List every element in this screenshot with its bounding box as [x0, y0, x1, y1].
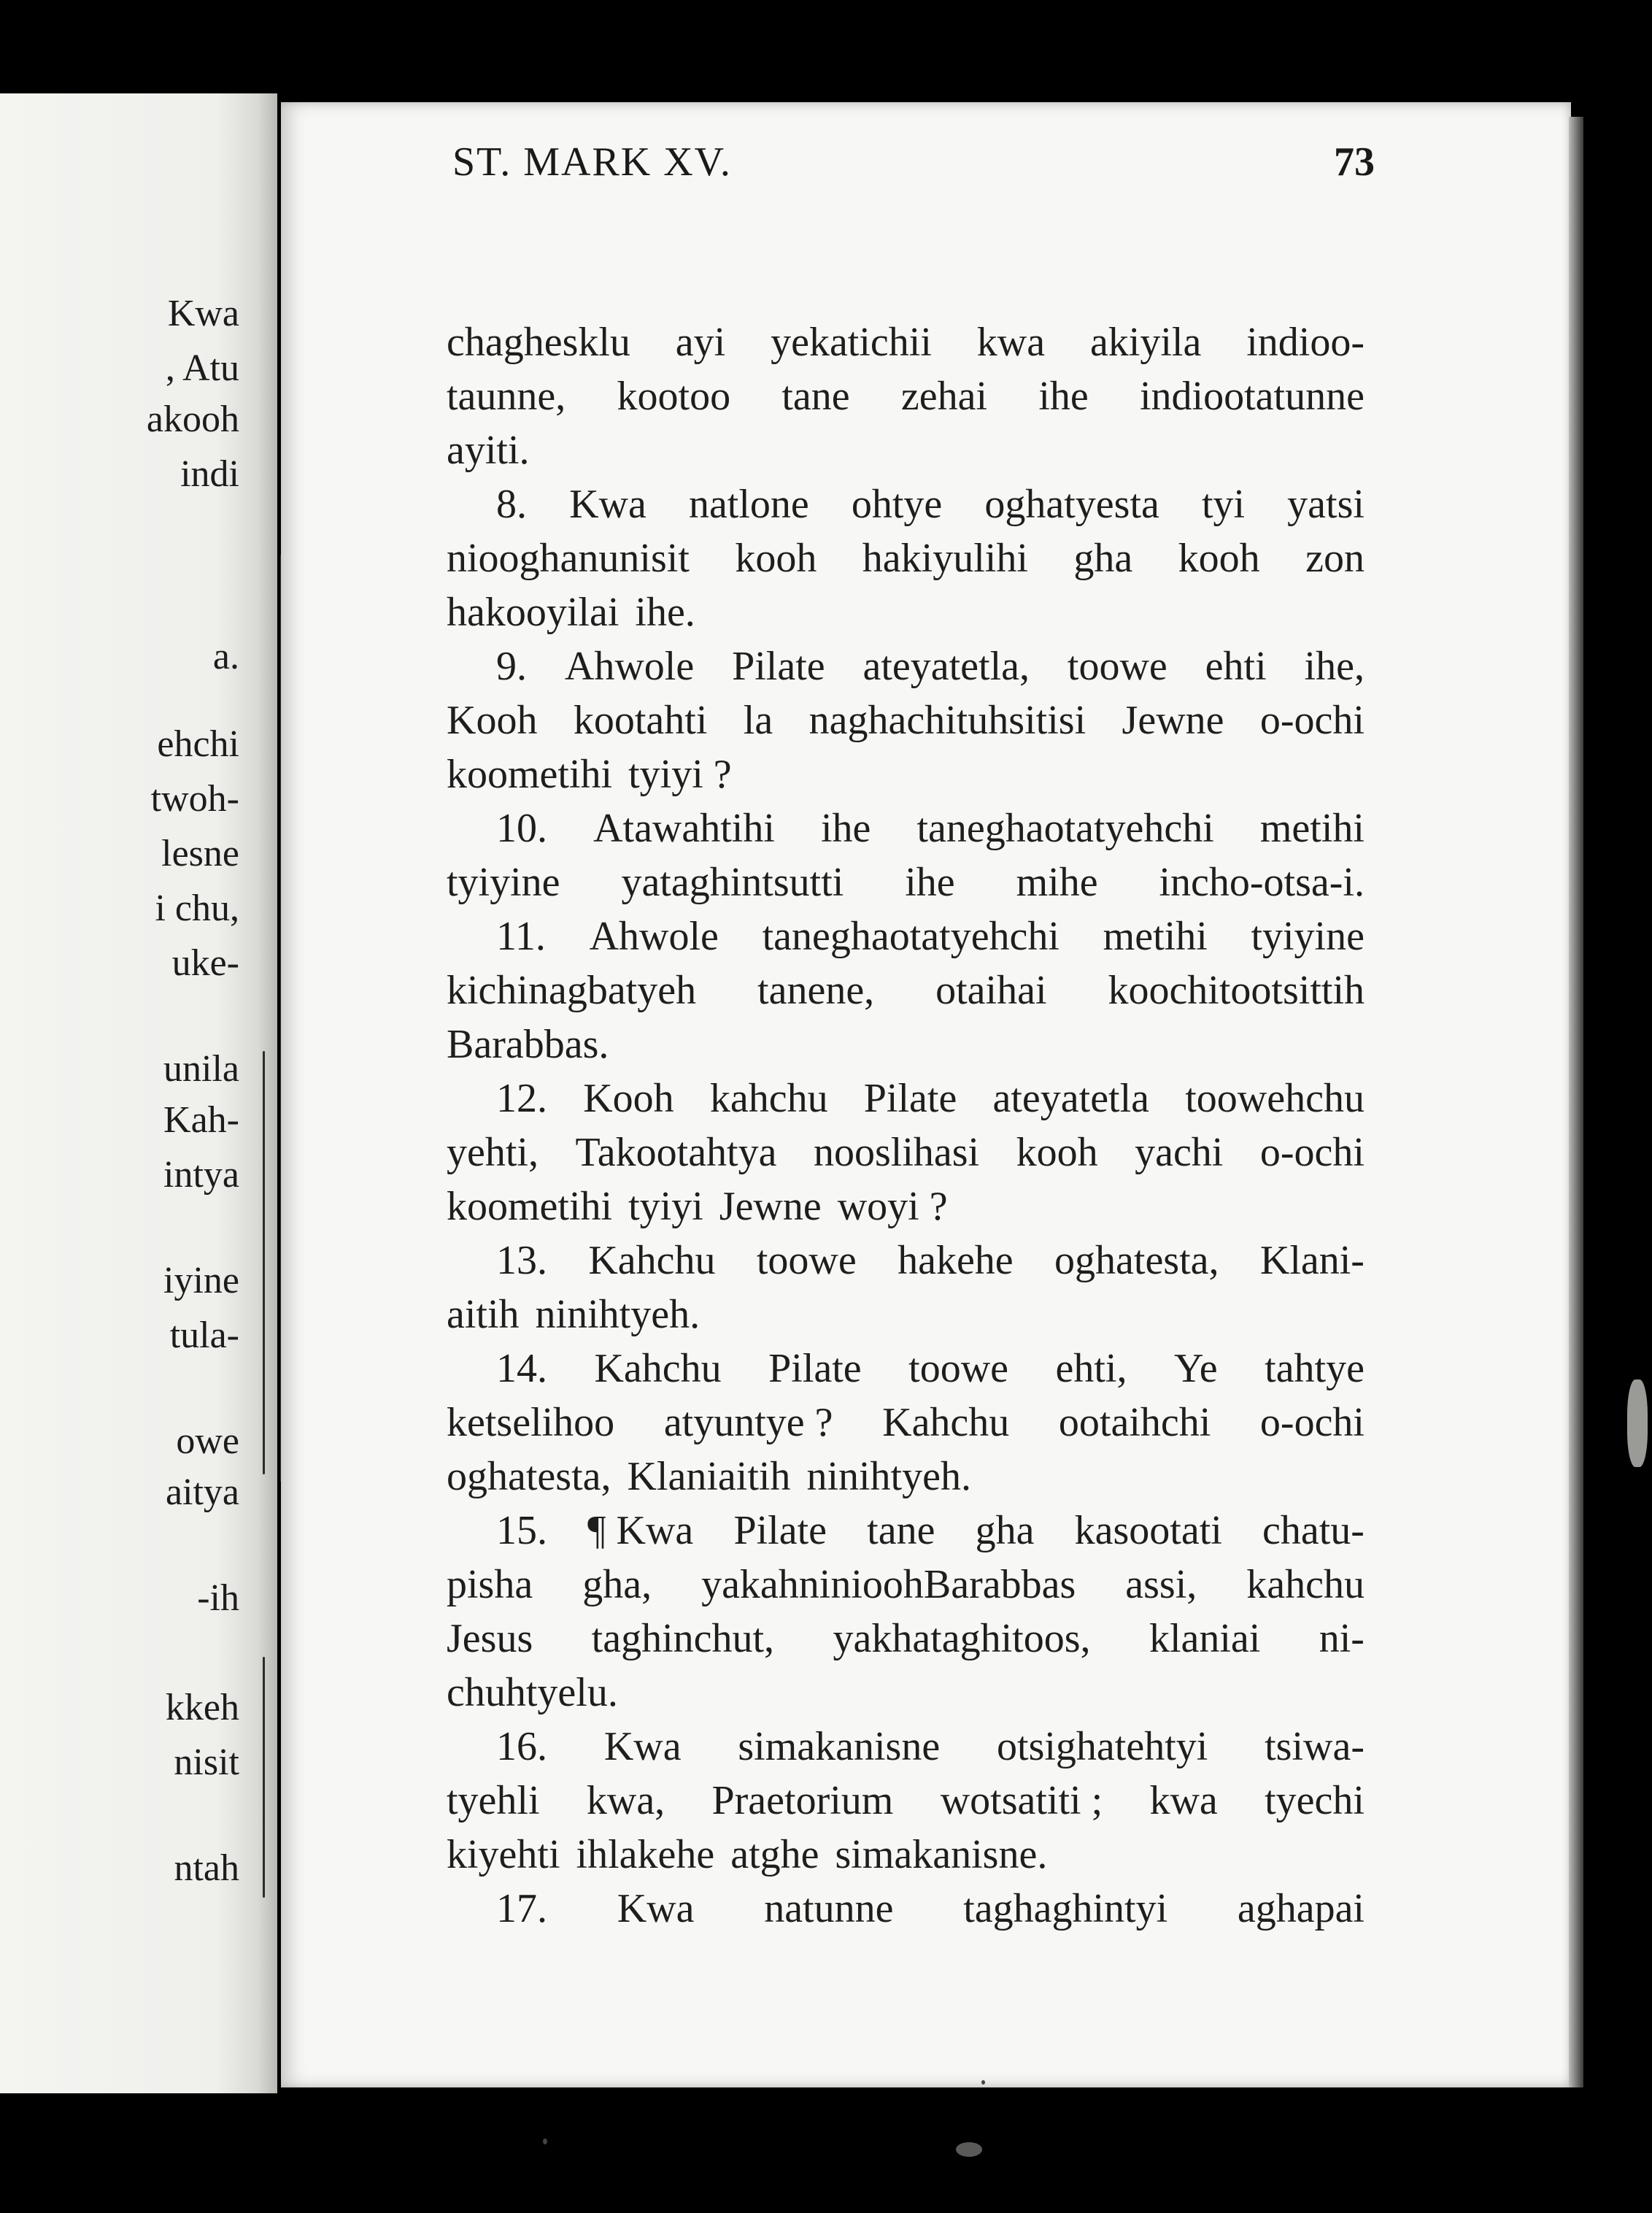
word: kootoo: [617, 374, 731, 419]
word: metihi: [1259, 806, 1365, 851]
word: kasootati: [1074, 1508, 1222, 1553]
word: tane: [781, 374, 850, 419]
word: Ahwole: [564, 644, 695, 689]
previous-page-line: ntah: [174, 1847, 239, 1889]
text-line: [447, 1558, 1365, 1612]
word: ihe.: [635, 590, 695, 635]
previous-page-line: tula-: [169, 1315, 239, 1356]
word: Pilate: [733, 1508, 827, 1553]
scan-speck: [1627, 1379, 1648, 1467]
word: Kwa: [617, 1886, 695, 1931]
text-line: [447, 1288, 1365, 1342]
word: incho-otsa-i.: [1159, 860, 1365, 905]
word: ketselihoo: [447, 1400, 615, 1445]
previous-page-line: akooh: [146, 399, 239, 440]
text-line: [447, 1882, 1365, 1936]
previous-page-line: i chu,: [155, 888, 239, 929]
word: koometihi: [447, 752, 613, 797]
word: tyiyi: [628, 1184, 703, 1229]
word: indioo-: [1246, 320, 1365, 365]
word: ihlakehe: [576, 1832, 715, 1877]
text-line: [447, 855, 1365, 909]
previous-page-line: owe: [176, 1420, 239, 1462]
word: tane: [867, 1508, 935, 1553]
word: ni-: [1319, 1616, 1365, 1661]
word: kootahti: [573, 698, 708, 743]
word: natunne: [764, 1886, 894, 1931]
text-line: [447, 639, 1365, 693]
word: Praetorium: [711, 1778, 894, 1823]
word: chatu-: [1262, 1508, 1365, 1553]
word: Kooh: [583, 1076, 674, 1121]
word: ninihtyeh.: [806, 1454, 971, 1499]
text-line: [447, 1504, 1365, 1558]
word: tyi: [1201, 482, 1246, 527]
word: o-ochi: [1259, 1130, 1365, 1175]
text-line: [447, 531, 1365, 585]
word: Pilate: [732, 644, 825, 689]
text-line: [447, 963, 1365, 1017]
word: hakehe: [898, 1238, 1014, 1283]
word: hakooyilai: [447, 590, 620, 635]
word: toowehchu: [1185, 1076, 1365, 1121]
word: 17.: [496, 1886, 547, 1931]
word: ehti,: [1055, 1346, 1127, 1391]
word: yakahninioohBarabbas: [701, 1562, 1076, 1607]
word: ohtye: [851, 482, 943, 527]
previous-page-line: -ih: [197, 1577, 239, 1619]
word: Kahchu: [588, 1238, 716, 1283]
scan-speck: [543, 2139, 547, 2144]
word: 16.: [496, 1724, 547, 1769]
word: toowe: [756, 1238, 857, 1283]
previous-page-line: kkeh: [165, 1687, 239, 1728]
word: chaghesklu: [447, 320, 630, 365]
word: indiootatunne: [1140, 374, 1365, 419]
word: yakhataghitoos,: [833, 1616, 1091, 1661]
word: ehti: [1205, 644, 1267, 689]
text-line: [447, 1342, 1365, 1396]
word: ateyatetla: [992, 1076, 1150, 1121]
word: otsighatehtyi: [997, 1724, 1208, 1769]
word: ateyatetla,: [862, 644, 1030, 689]
previous-page-line: lesne: [161, 833, 239, 874]
word: tyiyine: [447, 860, 560, 905]
text-line: [447, 369, 1365, 423]
previous-page-line: aitya: [165, 1471, 239, 1513]
word: oghatesta,: [1054, 1238, 1219, 1283]
text-line: [447, 1179, 1365, 1233]
previous-page-line: unila: [163, 1048, 239, 1090]
page-number: 73: [1334, 139, 1375, 185]
word: taneghaotatyehchi: [762, 914, 1059, 959]
word: wotsatiti ;: [940, 1778, 1103, 1823]
word: Pilate: [863, 1076, 957, 1121]
word: yataghintsutti: [621, 860, 844, 905]
text-line: [447, 1071, 1365, 1125]
word: taunne,: [447, 374, 566, 419]
word: assi,: [1125, 1562, 1197, 1607]
previous-page-line: Kah-: [163, 1099, 239, 1141]
word: naghachituhsitisi: [808, 698, 1086, 743]
text-line: [447, 1233, 1365, 1288]
word: chuhtyelu.: [447, 1670, 618, 1715]
word: oghatesta,: [447, 1454, 611, 1499]
word: atyuntye ?: [663, 1400, 833, 1445]
text-line: [447, 909, 1365, 963]
scan-speck: [981, 2080, 985, 2085]
word: ihe: [905, 860, 955, 905]
word: taghaghintyi: [963, 1886, 1168, 1931]
word: la: [743, 698, 773, 743]
word: tyiyine: [1251, 914, 1365, 959]
word: pisha: [447, 1562, 533, 1607]
word: Takootahtya: [575, 1130, 777, 1175]
word: 14.: [496, 1346, 547, 1391]
word: 10.: [496, 806, 547, 851]
word: ootaihchi: [1058, 1400, 1211, 1445]
word: tanene,: [757, 968, 875, 1013]
previous-page-line: iyine: [163, 1260, 239, 1301]
word: taghinchut,: [591, 1616, 775, 1661]
word: toowe: [1067, 644, 1167, 689]
word: yachi: [1135, 1130, 1224, 1175]
word: kichinagbatyeh: [447, 968, 697, 1013]
word: Atawahtihi: [593, 806, 775, 851]
text-line: [447, 801, 1365, 855]
text-line: [447, 477, 1365, 531]
word: ayiti.: [447, 428, 530, 473]
word: Ye: [1173, 1346, 1218, 1391]
word: natlone: [688, 482, 809, 527]
word: Jesus: [447, 1616, 533, 1661]
word: gha,: [582, 1562, 652, 1607]
word: o-ochi: [1259, 698, 1365, 743]
word: kahchu: [1246, 1562, 1365, 1607]
word: gha: [975, 1508, 1035, 1553]
text-line: [447, 585, 1365, 639]
previous-page-line: uke-: [171, 942, 239, 984]
gutter-shadow-line: [263, 1657, 265, 1898]
text-line: [447, 1666, 1365, 1720]
word: kooh: [1016, 1130, 1098, 1175]
word: ihe: [1038, 374, 1089, 419]
word: aitih: [447, 1292, 520, 1337]
word: ¶ Kwa: [587, 1508, 694, 1553]
word: Pilate: [768, 1346, 862, 1391]
text-line: [447, 1396, 1365, 1450]
word: Kwa: [569, 482, 646, 527]
word: Kooh: [447, 698, 538, 743]
word: akiyila: [1089, 320, 1202, 365]
text-line: [447, 423, 1365, 477]
word: taneghaotatyehchi: [916, 806, 1214, 851]
word: 12.: [496, 1076, 547, 1121]
running-head: ST. MARK XV.: [452, 139, 732, 185]
previous-page-line: Kwa: [167, 293, 239, 334]
word: aghapai: [1237, 1886, 1365, 1931]
word: toowe: [908, 1346, 1008, 1391]
word: kiyehti: [447, 1832, 560, 1877]
body-text: [447, 315, 1365, 1936]
word: Kahchu: [594, 1346, 722, 1391]
word: Barabbas.: [447, 1022, 609, 1067]
word: 11.: [496, 914, 546, 959]
word: kahchu: [709, 1076, 828, 1121]
word: Jewne: [719, 1184, 822, 1229]
word: nooslihasi: [813, 1130, 980, 1175]
word: Klani-: [1259, 1238, 1365, 1283]
word: yehti,: [447, 1130, 539, 1175]
word: Kwa: [603, 1724, 682, 1769]
previous-page-line: , Atu: [165, 347, 239, 389]
text-line: [447, 1774, 1365, 1828]
word: otaihai: [935, 968, 1047, 1013]
word: kooh: [735, 536, 817, 581]
text-line: [447, 1612, 1365, 1666]
previous-page-line: ehchi: [157, 723, 239, 765]
previous-page-line: nisit: [174, 1741, 239, 1783]
word: simakanisne: [738, 1724, 941, 1769]
word: 13.: [496, 1238, 547, 1283]
word: zon: [1305, 536, 1365, 581]
word: tsiwa-: [1265, 1724, 1365, 1769]
previous-page-line: indi: [180, 453, 239, 495]
word: ihe,: [1304, 644, 1365, 689]
word: gha: [1073, 536, 1133, 581]
word: 8.: [496, 482, 527, 527]
gutter-shadow-line: [263, 1051, 265, 1474]
word: 9.: [496, 644, 527, 689]
previous-page-line: twoh-: [150, 778, 239, 820]
text-line: [447, 1828, 1365, 1882]
word: kooh: [1178, 536, 1260, 581]
word: niooghanunisit: [447, 536, 690, 581]
previous-page-line: intya: [163, 1154, 239, 1196]
word: klaniai: [1149, 1616, 1261, 1661]
word: 15.: [496, 1508, 547, 1553]
scan-speck: [956, 2142, 982, 2157]
previous-page-line: a.: [212, 636, 239, 677]
word: yatsi: [1287, 482, 1365, 527]
word: hakiyulihi: [862, 536, 1028, 581]
word: tyechi: [1265, 1778, 1365, 1823]
word: koochitootsittih: [1108, 968, 1365, 1013]
text-line: [447, 315, 1365, 369]
word: kwa: [1149, 1778, 1218, 1823]
word: Kahchu: [882, 1400, 1010, 1445]
word: tyiyi ?: [628, 752, 732, 797]
word: Klaniaitih: [627, 1454, 791, 1499]
word: tyehli: [447, 1778, 540, 1823]
word: zehai: [900, 374, 988, 419]
text-line: [447, 1125, 1365, 1179]
word: Ahwole: [589, 914, 719, 959]
previous-page-fragment: [0, 93, 277, 2093]
text-line: [447, 1017, 1365, 1071]
word: ihe: [820, 806, 871, 851]
text-line: [447, 1450, 1365, 1504]
text-line: [447, 747, 1365, 801]
page-edge-shadow: [1569, 117, 1583, 2087]
word: ninihtyeh.: [535, 1292, 700, 1337]
word: Jewne: [1122, 698, 1224, 743]
word: ayi: [675, 320, 726, 365]
text-line: [447, 693, 1365, 747]
word: tahtye: [1265, 1346, 1365, 1391]
word: oghatyesta: [984, 482, 1159, 527]
word: kwa: [976, 320, 1046, 365]
word: atghe: [730, 1832, 819, 1877]
word: kwa,: [586, 1778, 665, 1823]
word: yekatichii: [771, 320, 932, 365]
word: simakanisne.: [835, 1832, 1048, 1877]
word: woyi ?: [837, 1184, 948, 1229]
word: metihi: [1103, 914, 1208, 959]
word: o-ochi: [1259, 1400, 1365, 1445]
word: mihe: [1016, 860, 1098, 905]
text-line: [447, 1720, 1365, 1774]
word: koometihi: [447, 1184, 613, 1229]
